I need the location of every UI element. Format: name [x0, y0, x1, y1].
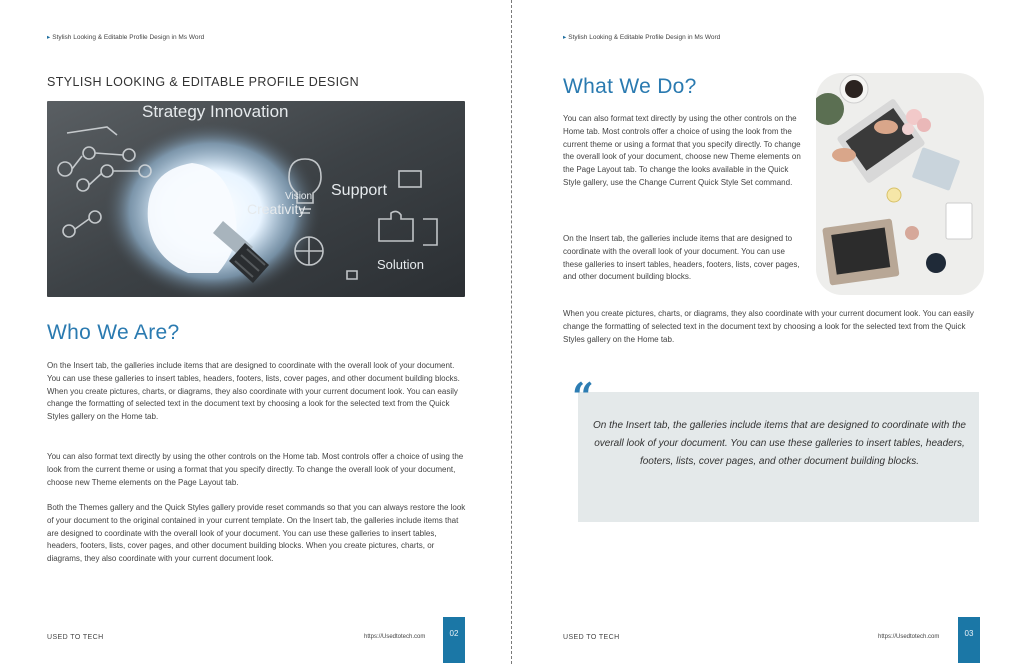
quote-mark-icon: “ [572, 374, 594, 419]
paragraph: When you create pictures, charts, or diagrams, they also coordinate with your current document look. You can easily change the formatting of selected text in the document text by choosing a look for the selected text from the Quick Styles gallery on the Home tab. [563, 309, 974, 344]
hero-image-lightbulb [47, 101, 465, 297]
section-title: STYLISH LOOKING & EDITABLE PROFILE DESIGN [47, 75, 360, 89]
page-number: 03 [958, 617, 980, 663]
chevron-right-icon: ▸ [47, 34, 51, 41]
paragraph: You can also format text directly by using the other controls on the Home tab. Most controls offer a choice of using the look from the current theme or using a format that you specify directly. To change the overall look of your document, choose new Theme elements on the Page Layout tab. To change the looks available in the Quick Style gallery, use the Change Current Quick Style Set command. [563, 114, 801, 187]
running-header: ▸ Stylish Looking & Editable Profile Design in Ms Word [47, 34, 205, 41]
workspace-photo [816, 73, 984, 295]
footer-url[interactable]: https://Usedtotech.com [878, 634, 940, 640]
paragraph: You can also format text directly by using the other controls on the Home tab. Most controls offer a choice of using the look from the current theme or using a format that you specify directly. To change the overall look of your document, choose new Theme elements on the Page Layout tab. [47, 452, 464, 487]
hero-text-support: Support [331, 182, 388, 199]
footer-brand: USED TO TECH [563, 634, 620, 641]
heading-what-we-do: What We Do? [563, 75, 697, 98]
heading-who-we-are: Who We Are? [47, 321, 180, 344]
footer-url[interactable]: https://Usedtotech.com [364, 634, 426, 640]
paragraph: On the Insert tab, the galleries include items that are designed to coordinate with the overall look of your document. You can use these galleries to insert tables, headers, footers, lists, cover pages, and other document building blocks. [563, 234, 800, 282]
chevron-right-icon: ▸ [563, 34, 567, 41]
page-right [512, 0, 1024, 664]
paragraph: On the Insert tab, the galleries include items that are designed to coordinate with the overall look of your document. You can use these galleries to insert tables, headers, footers, lists, cover pages, and other document building blocks. When you create pictures, charts, or diagrams, they also coordinate with your current document look. You can easily change the formatting of selected text in the document text by choosing a look for the selected text from the Quick Styles gallery on the Home tab. [47, 361, 460, 422]
running-header: ▸ Stylish Looking & Editable Profile Design in Ms Word [563, 34, 721, 41]
quote-text: On the Insert tab, the galleries include items that are designed to coordinate with the overall look of your document. You can use these galleries to insert tables, headers, footers, lists, cover pages, and other document building blocks. [593, 420, 966, 467]
paragraph: Both the Themes gallery and the Quick Styles gallery provide reset commands so that you can always restore the look of your document to the original contained in your current template. On the Insert tab, the galleries include items that are designed to coordinate with the overall look of your document. You can use these galleries to insert tables, headers, footers, lists, cover pages, and other document building blocks. When you create pictures, charts, or diagrams, they also coordinate with your current document look. [47, 503, 466, 564]
hero-text-solution: Solution [377, 257, 424, 272]
hero-text-strategy-innovation: Strategy Innovation [142, 102, 289, 121]
hero-text-vision: Vision [285, 191, 313, 202]
hero-text-creativity: Creativity [247, 201, 306, 217]
page-number: 02 [443, 617, 465, 663]
footer-brand: USED TO TECH [47, 634, 104, 641]
